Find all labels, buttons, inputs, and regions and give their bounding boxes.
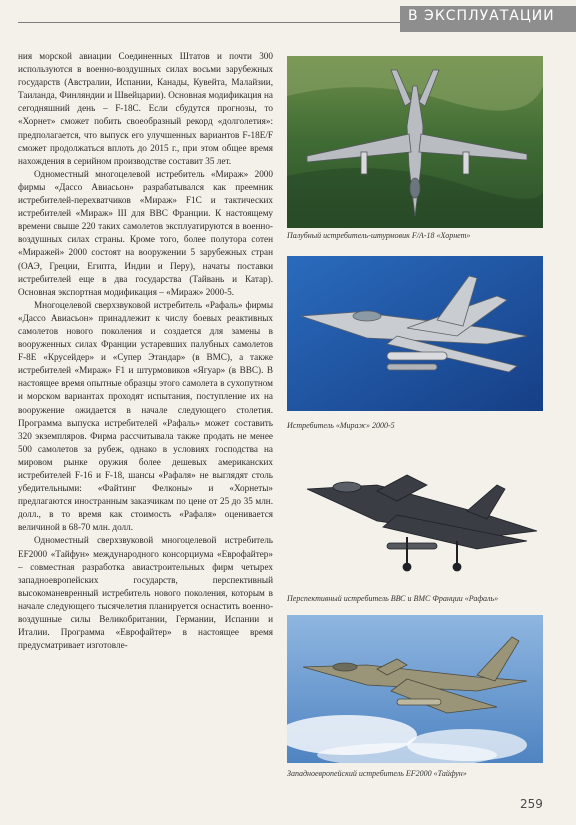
photo-typhoon	[287, 615, 543, 763]
caption-rafale: Перспективный истребитель ВВС и ВМС Франции «Рафаль»	[287, 594, 499, 603]
section-title: В ЭКСПЛУАТАЦИИ	[408, 8, 555, 24]
page-number: 259	[520, 797, 543, 811]
paragraph-hornet: ния морской авиации Соединенных Штатов и почти 300 используются в военно-воздушных силах восьми зарубежных государств (Австралии, Испании, Канады, Кувейта, Малайзии, Таиланда, Финляндии и Швейцарии). Основная модификация на сегодняшний день – F-18C. Если сбудутся прогнозы, то «Хорнет» сможет побить своеобразный рекорд «долголетия»: предполагается, что выпуск его улучшенных вариантов F-18E/F сможет продолжаться вплоть до 2015 г., при этом общее время нахождения в серийном производстве составит 35 лет.	[18, 51, 273, 166]
caption-hornet: Палубный истребитель-штурмовик F/A-18 «Хорнет»	[287, 231, 471, 240]
paragraph-rafale: Многоцелевой сверхзвуковой истребитель «Рафаль» фирмы «Дассо Авиасьон» принадлежит к числу боевых реактивных самолетов нового поколения и создается для замены в вооруженных силах Франции устаревших палубных самолетов F-8E «Крусейдер» и «Супер Этандар» (в ВМС), а также истребителей «Мираж» F1 и штурмовиков «Ягуар» (в ВВС). В настоящее время опытные образцы этого самолета в сухопутном и морском вариантах проходят испытания, поступление их на вооружение ожидается в начале следующего столетия. Программа выпуска истребителей «Рафаль» может составить 320 экземпляров. Фирма рассчитывала также продать не менее 500 самолетов за рубеж, однако в условиях господства на мировом рынке оружия более дешевых американских истребителей F-16 и F-18, шансы «Рафаля» не выглядят столь убедительными: «Файтинг Фелконы» и «Хорнеты» предлагаются иностранным заказчикам по цене от 25 до 35 млн. долл., в то время как стоимость «Рафаля» оценивается величиной в 68-70 млн. долл.	[18, 299, 273, 533]
header-rule	[18, 22, 400, 23]
photo-hornet	[287, 56, 543, 228]
caption-mirage: Истребитель «Мираж» 2000-5	[287, 421, 395, 430]
photo-rafale	[287, 445, 543, 585]
caption-typhoon: Западноевропейский истребитель EF2000 «Тайфун»	[287, 769, 467, 778]
body-text-column	[18, 50, 273, 652]
paragraph-mirage: Одноместный многоцелевой истребитель «Мираж» 2000 фирмы «Дассо Авиасьон» разрабатывался как преемник истребителей-перехватчиков «Мираж» F1C и тактических истребителей «Мираж» III для ВВС Франции. К настоящему времени свыше 220 таких самолетов эксплуатируются в военно-воздушных силах страны. Кроме того, более полутора сотен «Миражей» 2000 состоят на вооружении 5 зарубежных стран (ОАЭ, Греции, Египта, Индии и Перу), начаты поставки истребителей еще в два государства (Тайвань и Катар). Основная экспортная модификация – «Мираж» 2000-5.	[18, 168, 273, 297]
paragraph-typhoon: Одноместный сверхзвуковой многоцелевой истребитель EF2000 «Тайфун» международного консорциума «Еврофайтер» – совместная разработка авиастроительных фирм четырех западноевропейских государств, перспективный высокоманевренный истребитель нового поколения, которым в начале следующего тысячелетия планируется оснастить военно-воздушные силы Великобритании, Германии, Испании и Италии. Программа «Еврофайтер» в настоящее время предусматривает изготовле-	[18, 535, 273, 651]
photo-mirage	[287, 256, 543, 411]
